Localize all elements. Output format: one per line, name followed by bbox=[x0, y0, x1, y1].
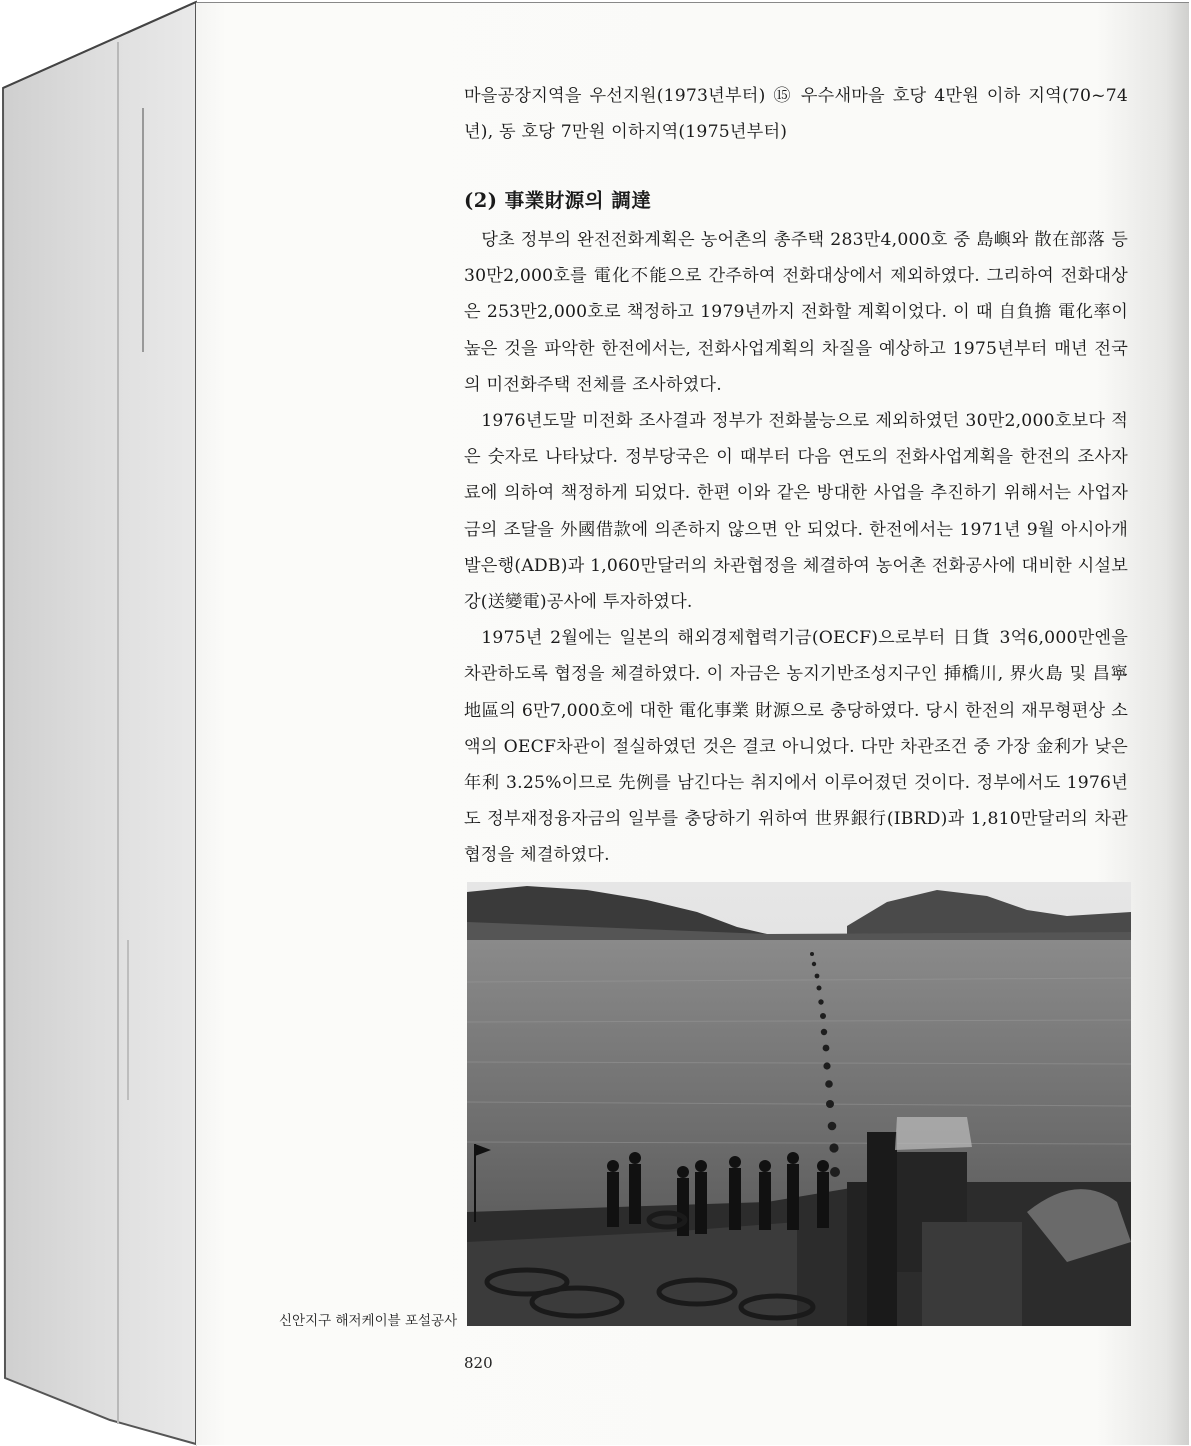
intro-line: 년), 동 호당 7만원 이하지역(1975년부터) bbox=[464, 122, 788, 143]
intro-line: 마을공장지역을 우선지원(1973년부터) ⑮ 우수새마을 호당 4만원 이하 지역(70~74 bbox=[464, 86, 1128, 106]
cable-laying-photo bbox=[467, 882, 1131, 1326]
paragraph: 당초 정부의 완전전화계획은 농어촌의 총주택 283만4,000호 중 島嶼와 散在部落 등 30만2,000호를 電化不能으로 간주하여 전화대상에서 제외하였다. 그리하여 전화대상은 253만2,000호로 책정하고 1979년까지 전화할 계획이었다. 이 때 自負擔 電化率이 높은 것을 파악한 한전에서는, 전화사업계획의 차질을 예상하고 1975년부터 매년 전국의 미전화주택 전체를 조사하였다. bbox=[464, 230, 1128, 395]
book-page-stack bbox=[0, 0, 200, 1446]
section-heading: (2) 事業財源의 調達 bbox=[464, 189, 652, 212]
body-paragraphs bbox=[464, 222, 1128, 874]
intro-text bbox=[464, 78, 1128, 150]
page-number: 820 bbox=[464, 1354, 493, 1372]
paragraph: 1976년도말 미전화 조사결과 정부가 전화불능으로 제외하였던 30만2,000호보다 적은 숫자로 나타났다. 정부당국은 이 때부터 다음 연도의 전화사업계획을 한전의 조사자료에 의하여 책정하게 되었다. 한편 이와 같은 방대한 사업을 추진하기 위해서는 사업자금의 조달을 外國借款에 의존하지 않으면 안 되었다. 한전에서는 1971년 9월 아시아개발은행(ADB)과 1,060만달러의 차관협정을 체결하여 농어촌 전화공사에 대비한 시설보강(送變電)공사에 투자하였다. bbox=[464, 411, 1128, 613]
paragraph: 1975년 2월에는 일본의 해외경제협력기금(OECF)으로부터 日貨 3억6,000만엔을 차관하도록 협정을 체결하였다. 이 자금은 농지기반조성지구인 挿橋川, 界火島 및 昌寧地區의 6만7,000호에 대한 電化事業 財源으로 충당하였다. 당시 한전의 재무형편상 소액의 OECF차관이 절실하였던 것은 결코 아니었다. 다만 차관조건 중 가장 金利가 낮은 年利 3.25%이므로 先例를 남긴다는 취지에서 이루어졌던 것이다. 정부에서도 1976년도 정부재정융자금의 일부를 충당하기 위하여 世界銀行(IBRD)과 1,810만달러의 차관협정을 체결하였다. bbox=[464, 628, 1128, 866]
photo-caption: 신안지구 해저케이블 포설공사 bbox=[279, 1313, 458, 1329]
